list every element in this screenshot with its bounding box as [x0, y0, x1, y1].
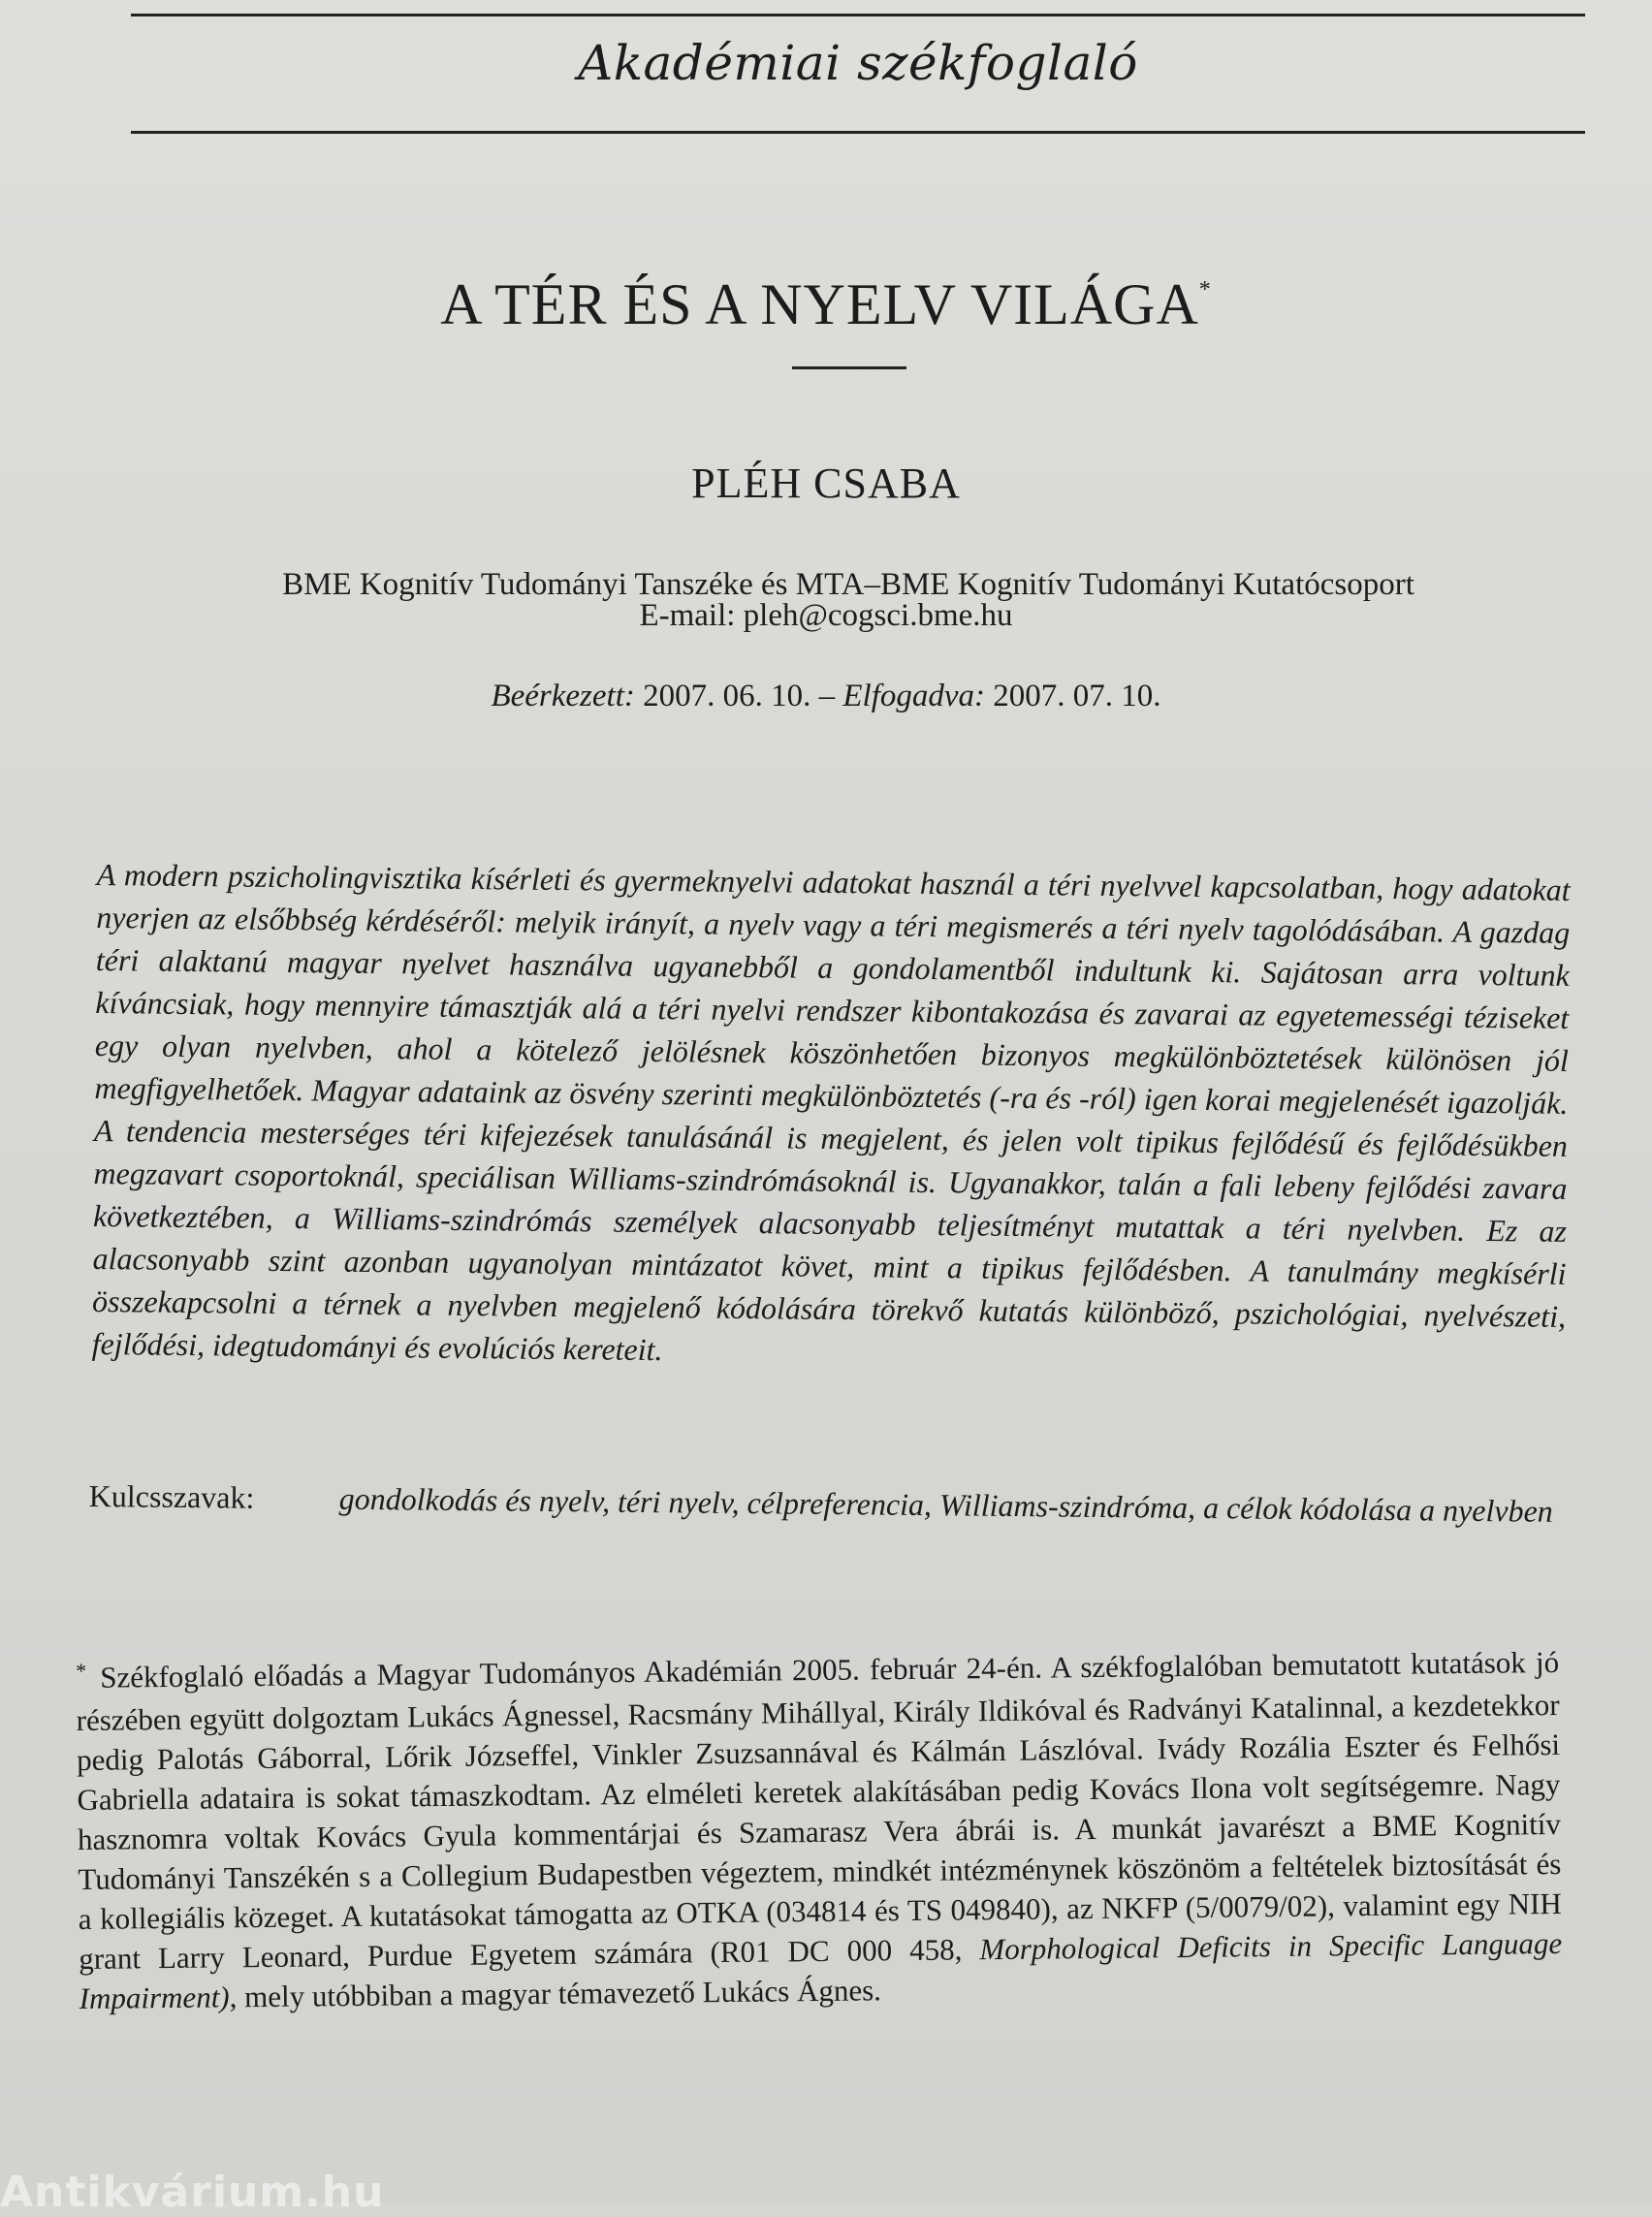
- footnote-mark: *: [76, 1658, 87, 1683]
- footnote: [76, 1642, 1563, 2018]
- author-name: PLÉH CSABA: [691, 459, 961, 507]
- accepted-date: 2007. 07. 10.: [993, 679, 1161, 713]
- title-footnote-mark: *: [1198, 277, 1212, 302]
- footnote-italic-title: Morphological Deficits in Specific Language Impairment): [79, 1925, 1563, 2015]
- received-label: Beérkezett:: [491, 679, 635, 713]
- title-text: A TÉR ÉS A NYELV VILÁGA: [440, 272, 1199, 336]
- article-title: [0, 271, 1652, 338]
- footnote-text: Székfoglaló előadás a Magyar Tudományos Akadémián 2005. február 24-én. A székfoglalóban bemutatott kutatások jó részében együtt dolgoztam Lukács Ágnessel, Racsmány Mihállyal, Király Ildikóval és Radványi Katalinnal, a kezdetekkor pedig Palotás Gáborral, Lőrik Józseffel, Vinkler Zsuzsannával és Kálmán Lászlóval. Ivády Rozália Eszter és Felhősi Gabriella adataira is sokat támaszkodtam. Az elméleti keretek alakításában pedig Kovács Ilona volt segítségemre. Nagy hasznomra voltak Kovács Gyula kommentárjai és Szamarasz Vera ábrái is. A munkát javarészt a BME Kognitív Tudományi Tanszékén s a Collegium Budapestben végeztem, mindkét intézménynek köszönöm a feltételek biztosítását és a kollegiális közeget. A kutatásokat támogatta az OTKA (034814 és TS 049840), az NKFP (5/0079/02), valamint egy NIH grant Larry Leonard, Purdue Egyetem számára (R01 DC 000 458,: [76, 1644, 1562, 1976]
- watermark: Antikvárium.hu: [0, 2168, 385, 2217]
- header-rule: [131, 131, 1585, 134]
- top-rule: [131, 14, 1585, 16]
- abstract: A modern pszicholingvisztika kísérleti és gyermeknyelvi adatokat használ a téri nyelvvel kapcsolatban, hogy adatokat nyerjen az elsőbbség kérdéséről: melyik irányít, a nyelv vagy a téri megismerés a téri nyelv tagolódásában. A gazdag téri alaktanú magyar nyelvet használva ugyanebből a gondolamentből indultunk ki. Sajátosan arra voltunk kíváncsiak, hogy mennyire támasztják alá a téri nyelvi rendszer kibontakozása és zavarai az egyetemességi téziseket egy olyan nyelvben, ahol a kötelező jelölésnek köszönhetően bizonyos megkülönböztetések különösen jól megfigyelhetőek. Magyar adataink az ösvény szerinti megkülönböztetés (-ra és -ról) igen korai megjelenését igazolják. A tendencia mesterséges téri kifejezések tanulásánál is megjelent, és jelen volt tipikus fejlődésű és fejlődésükben megzavart csoportoknál, speciálisan Williams-szindrómásoknál is. Ugyanakkor, talán a fali lebeny fejlődési zavara következtében, a Williams-szindrómás személyek alacsonyabb teljesítményt mutattak a téri nyelvben. Ez az alacsonyabb szint azonban ugyanolyan mintázatot követ, mint a tipikus fejlődésben. A tanulmány megkísérli összekapcsolni a térnek a nyelvben megjelenő kódolására törekvő kutatás különböző, pszichológiai, nyelvészeti, fejlődési, idegtudományi és evolúciós kereteit.: [91, 856, 1571, 1368]
- affiliation: BME Kognitív Tudományi Tanszéke és MTA–BME Kognitív Tudományi Kutatócsoport: [282, 567, 1414, 602]
- running-head: Akadémiai székfoglaló: [578, 35, 1138, 91]
- keywords-block: [89, 1475, 1573, 1532]
- received-date: 2007. 06. 10.: [643, 679, 811, 713]
- title-rule: [792, 366, 906, 369]
- date-dash: –: [818, 679, 836, 713]
- accepted-label: Elfogadva:: [842, 679, 986, 713]
- submission-dates: [0, 679, 1652, 714]
- author-email: E-mail: pleh@cogsci.bme.hu: [639, 598, 1013, 633]
- keywords-label: Kulcsszavak:: [88, 1477, 255, 1515]
- keywords-text: gondolkodás és nyelv, téri nyelv, célpreferencia, Williams-szindróma, a célok kódolása a nyelvben: [338, 1480, 1553, 1529]
- footnote-end: , mely utóbbiban a magyar témavezető Lukács Ágnes.: [229, 1973, 882, 2014]
